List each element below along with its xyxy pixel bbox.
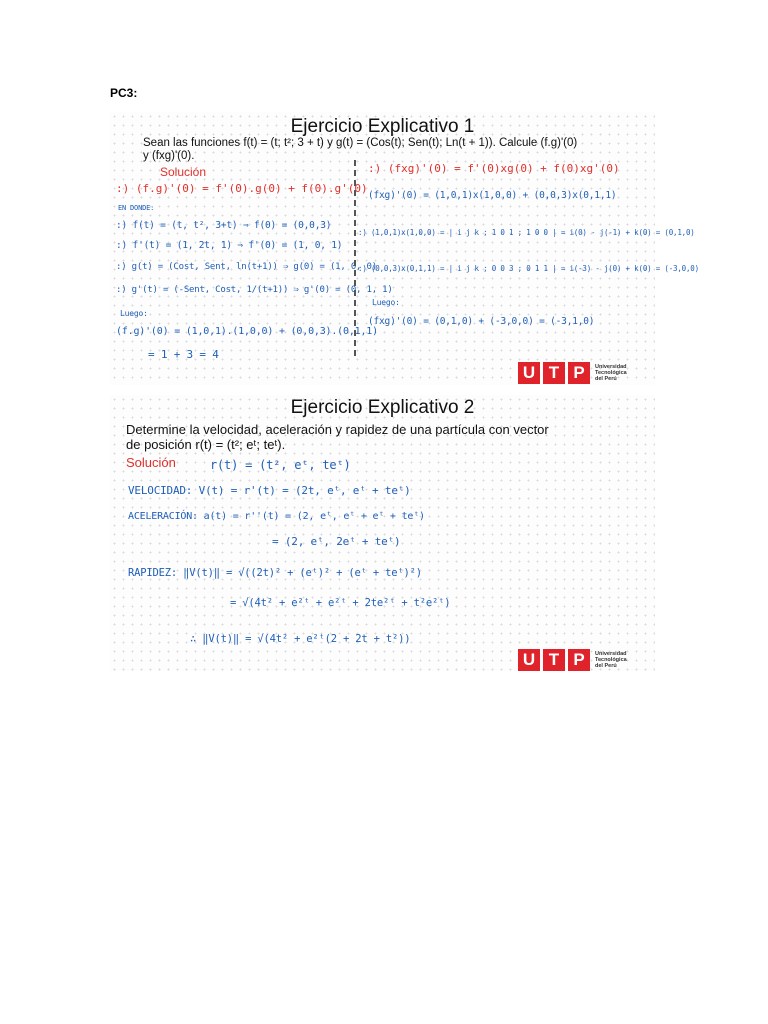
formula-line: :) (1,0,1)x(1,0,0) = | i j k ; 1 0 1 ; 1 0 0 | = i(0) - j(-1) + k(0) = (0,1,0)	[358, 228, 695, 237]
logo-text-line: del Perú	[595, 376, 617, 382]
logo-text-line: Tecnológica	[595, 657, 627, 663]
utp-logo	[518, 362, 635, 384]
slide-exercise-2	[110, 395, 655, 671]
logo-letter: U	[518, 649, 540, 671]
slide-title: Ejercicio Explicativo 2	[290, 397, 475, 418]
formula-line: :) g'(t) = (-Sent, Cost, 1/(t+1)) ⇒ g'(0) = (0, 1, 1)	[116, 285, 393, 295]
formula-line: RAPIDEZ: ‖V(t)‖ = √((2t)² + (eᵗ)² + (eᵗ + teᵗ)²)	[128, 567, 422, 579]
logo-text-line: Universidad	[595, 651, 627, 657]
formula-line: ACELERACIÓN: a(t) = r''(t) = (2, eᵗ, eᵗ + eᵗ + teᵗ)	[128, 511, 425, 522]
formula-line: EN DONDE:	[118, 204, 155, 212]
utp-logo	[518, 649, 635, 671]
column-divider	[354, 160, 356, 356]
formula-line: = (2, eᵗ, 2eᵗ + teᵗ)	[272, 535, 401, 548]
logo-text-line: Tecnológica	[595, 370, 627, 376]
logo-letter: P	[568, 362, 590, 384]
result-line: = 1 + 3 = 4	[148, 348, 219, 361]
formula-line: :) (0,0,3)x(0,1,1) = | i j k ; 0 0 3 ; 0 1 1 | = i(-3) - j(0) + k(0) = (-3,0,0)	[358, 264, 699, 273]
page-label: PC3:	[110, 86, 138, 100]
logo-letter: U	[518, 362, 540, 384]
formula-line: (fxg)'(0) = (1,0,1)x(1,0,0) + (0,0,3)x(0,1,1)	[368, 190, 617, 201]
solution-label: Solución	[160, 165, 207, 179]
formula-line: (fxg)'(0) = (0,1,0) + (-3,0,0) = (-3,1,0)	[368, 316, 595, 327]
formula-line: Luego:	[120, 309, 148, 318]
formula-line: ∴ ‖V(t)‖ = √(4t² + e²ᵗ(2 + 2t + t²))	[190, 633, 411, 645]
formula-line: :) (f.g)'(0) = f'(0).g(0) + f(0).g'(0)	[116, 182, 368, 195]
formula-line: Luego:	[372, 298, 400, 307]
formula-line: :) f'(t) = (1, 2t, 1) ⇒ f'(0) = (1, 0, 1)	[116, 240, 343, 251]
logo-letter: T	[543, 649, 565, 671]
solution-label: Solución	[126, 455, 176, 470]
statement-line: Sean las funciones f(t) = (t; t²; 3 + t) y g(t) = (Cos(t); Sen(t); Ln(t + 1)). Calcule (f.g)'(0)	[143, 137, 578, 149]
logo-text-line: Universidad	[595, 364, 627, 370]
formula-line: :) (fxg)'(0) = f'(0)xg(0) + f(0)xg'(0)	[368, 162, 620, 175]
statement-line: de posición r(t) = (t²; eᵗ; teᵗ).	[126, 437, 286, 452]
statement-line: Determine la velocidad, aceleración y rapidez de una partícula con vector	[126, 422, 549, 437]
problem-statement	[143, 137, 653, 163]
formula-line: r(t) = (t², eᵗ, teᵗ)	[210, 458, 351, 472]
logo-text-line: del Perú	[595, 663, 617, 669]
formula-line: :) f(t) = (t, t², 3+t) ⇒ f(0) = (0,0,3)	[116, 220, 332, 231]
formula-line: (f.g)'(0) = (1,0,1).(1,0,0) + (0,0,3).(0,1,1)	[116, 326, 378, 337]
logo-letter: T	[543, 362, 565, 384]
formula-line: :) g(t) = (Cost, Sent, ln(t+1)) ⇒ g(0) = (1, 0, 0)	[116, 262, 377, 272]
formula-line: VELOCIDAD: V(t) = r'(t) = (2t, eᵗ, eᵗ + teᵗ)	[128, 484, 411, 497]
formula-line: = √(4t² + e²ᵗ + e²ᵗ + 2te²ᵗ + t²e²ᵗ)	[230, 597, 451, 609]
problem-statement	[126, 422, 651, 452]
slide-exercise-1	[110, 112, 699, 385]
logo-letter: P	[568, 649, 590, 671]
slide-title: Ejercicio Explicativo 1	[290, 116, 475, 137]
statement-line: y (fxg)'(0).	[143, 150, 195, 162]
